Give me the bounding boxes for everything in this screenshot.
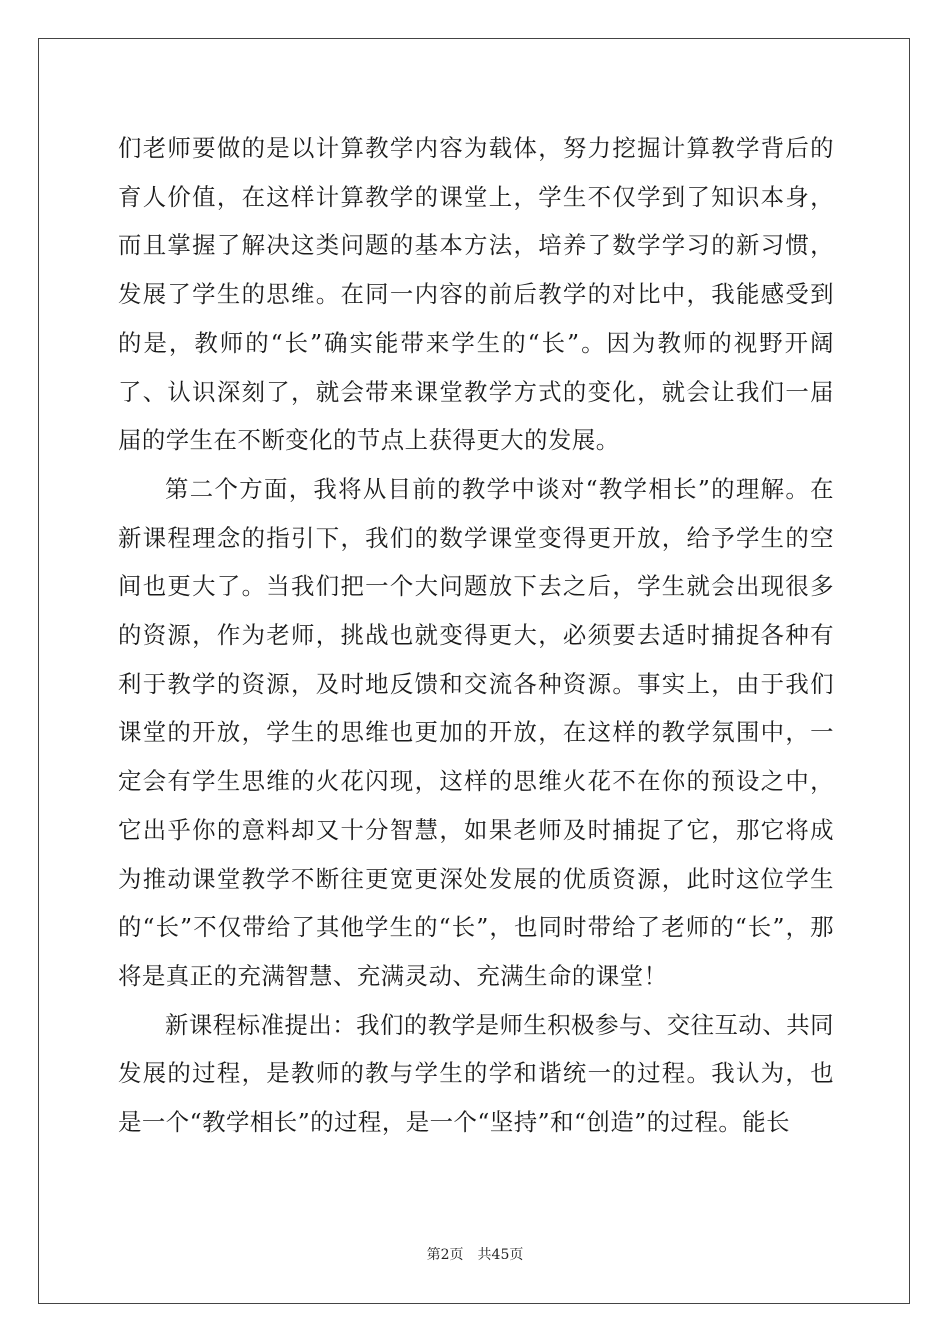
document-body xyxy=(118,124,834,1147)
page-number-footer: 第2页 共45页 xyxy=(426,1247,524,1263)
paragraph-2: 第二个方面，我将从目前的教学中谈对“教学相长”的理解。在新课程理念的指引下，我们的数学课堂变得更开放，给予学生的空间也更大了。当我们把一个大问题放下去之后，学生就会出现很多的资源，作为老师，挑战也就变得更大，必须要去适时捕捉各种有利于教学的资源，及时地反馈和交流各种资源。事实上，由于我们课堂的开放，学生的思维也更加的开放，在这样的教学氛围中，一定会有学生思维的火花闪现，这样的思维火花不在你的预设之中，它出乎你的意料却又十分智慧，如果老师及时捕捉了它，那它将成为推动课堂教学不断往更宽更深处发展的优质资源，此时这位学生的“长”不仅带给了其他学生的“长”，也同时带给了老师的“长”，那将是真正的充满智慧、充满灵动、充满生命的课堂！ xyxy=(118,474,834,990)
paragraph-1: 们老师要做的是以计算教学内容为载体，努力挖掘计算教学背后的育人价值，在这样计算教学的课堂上，学生不仅学到了知识本身，而且掌握了解决这类问题的基本方法，培养了数学学习的新习惯，发展了学生的思维。在同一内容的前后教学的对比中，我能感受到的是，教师的“长”确实能带来学生的“长”。因为教师的视野开阔了、认识深刻了，就会带来课堂教学方式的变化，就会让我们一届届的学生在不断变化的节点上获得更大的发展。 xyxy=(118,134,834,455)
paragraph-3: 新课程标准提出：我们的教学是师生积极参与、交往互动、共同发展的过程，是教师的教与学生的学和谐统一的过程。我认为，也是一个“教学相长”的过程，是一个“坚持”和“创造”的过程。能长 xyxy=(118,1010,834,1137)
